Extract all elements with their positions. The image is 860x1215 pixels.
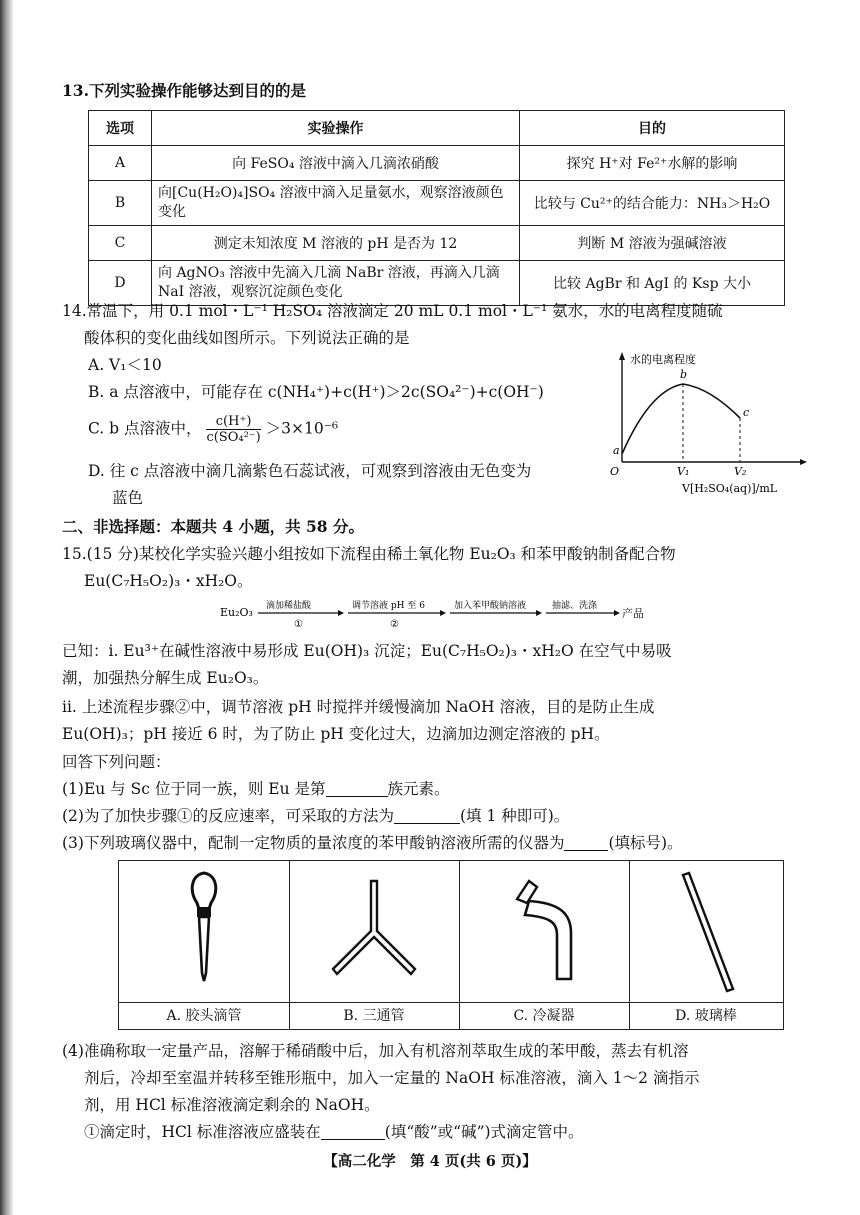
flow-arrowhead-4 — [614, 610, 620, 616]
q13-stem: 13.下列实验操作能够达到目的的是 — [62, 81, 306, 100]
q14-option-b: B. a 点溶液中，可能存在 c(NH₄⁺)+c(H⁺)＞2c(SO₄²⁻)+c(OH⁻) — [88, 383, 544, 401]
row-operation: 向 FeSO₄ 溶液中滴入几滴浓硝酸 — [152, 146, 520, 181]
three-way-tube-icon — [289, 861, 459, 1001]
flow-step1: 滴加稀盐酸 — [266, 601, 312, 611]
header-operation: 实验操作 — [152, 111, 520, 146]
sub4-1-text-a: ①滴定时，HCl 标准溶液应盛装在 — [84, 1123, 321, 1141]
flow-step2: 调节溶液 pH 至 6 — [352, 601, 425, 611]
table-row — [89, 146, 785, 181]
point-a-label: a — [613, 444, 620, 457]
flow-start: Eu₂O₃ — [220, 606, 253, 619]
sub1-text-a: (1)Eu 与 Sc 位于同一族，则 Eu 是第 — [62, 780, 326, 798]
q15-sub1 — [62, 778, 450, 800]
apparatus-caption-c: C. 冷凝器 — [459, 1002, 629, 1029]
row-operation: 向[Cu(H₂O)₄]SO₄ 溶液中滴入足量氨水，观察溶液颜色变化 — [152, 181, 520, 226]
q14-option-d-line2: 蓝色 — [112, 489, 144, 507]
q15-sub2 — [62, 805, 569, 827]
flow-step4: 抽滤、洗涤 — [552, 601, 598, 611]
q15-known2-line1: ⅱ. 上述流程步骤②中，调节溶液 pH 时搅拌并缓慢滴加 NaOH 溶液，目的是防止生成 — [62, 698, 655, 716]
condenser-icon — [459, 861, 629, 1001]
flow-arrowhead-1 — [338, 610, 344, 616]
answer-blank[interactable] — [564, 834, 608, 851]
row-goal: 比较 AgBr 和 AgI 的 Ksp 大小 — [520, 261, 785, 306]
ionization-graph — [600, 350, 810, 500]
row-goal: 探究 H⁺对 Fe²⁺水解的影响 — [520, 146, 785, 181]
ionization-curve — [622, 384, 740, 454]
apparatus-cell-condenser — [459, 861, 630, 1029]
header-option: 选项 — [89, 111, 152, 146]
answer-blank[interactable] — [326, 780, 388, 797]
graph-xlabel: V[H₂SO₄(aq)]/mL — [682, 482, 778, 495]
q15-known1-line2: 潮，加强热分解生成 Eu₂O₃。 — [62, 669, 269, 687]
table-row — [89, 226, 785, 261]
row-option: C — [89, 226, 152, 261]
q15-known1-line1: 已知：ⅰ. Eu³⁺在碱性溶液中易形成 Eu(OH)₃ 沉淀；Eu(C₇H₅O₂)₃・xH₂O 在空气中易吸 — [62, 642, 672, 660]
flow-arrowhead-2 — [440, 610, 446, 616]
row-goal: 比较与 Cu²⁺的结合能力：NH₃＞H₂O — [520, 181, 785, 226]
q14-option-a: A. V₁＜10 — [88, 356, 162, 374]
graph-ylabel: 水的电离程度 — [630, 353, 696, 366]
q15-sub3 — [62, 832, 683, 854]
x-axis-arrow — [800, 459, 807, 465]
q14-stem-line1: 14.常温下，用 0.1 mol・L⁻¹ H₂SO₄ 溶液滴定 20 mL 0.1 mol・L⁻¹ 氨水，水的电离程度随硫 — [62, 302, 723, 320]
q14-option-c — [88, 414, 338, 445]
page-footer: 【高二化学 第 4 页(共 6 页)】 — [323, 1153, 537, 1170]
sub2-text-b: (填 1 种即可)。 — [459, 807, 570, 825]
sub3-text-b: (填标号)。 — [608, 834, 683, 852]
apparatus-cell-three-way-tube — [289, 861, 460, 1029]
table-row — [89, 261, 785, 306]
fraction-denominator: c(SO₄²⁻) — [206, 430, 261, 445]
q15-sub4-part1 — [84, 1121, 584, 1143]
y-axis-arrow — [619, 352, 625, 360]
header-goal: 目的 — [520, 111, 785, 146]
graph-origin: O — [610, 465, 620, 478]
flow-step2-number: ② — [390, 619, 399, 630]
dropper-icon — [119, 861, 289, 1001]
q15-stem-line2: Eu(C₇H₅O₂)₃・xH₂O。 — [84, 572, 253, 590]
scan-edge — [0, 0, 14, 1215]
row-option: D — [89, 261, 152, 306]
row-goal: 判断 M 溶液为强碱溶液 — [520, 226, 785, 261]
q15-sub4-line1: (4)准确称取一定量产品，溶解于稀硝酸中后，加入有机溶剂萃取生成的苯甲酸，蒸去有机溶 — [62, 1042, 689, 1060]
point-b-label: b — [680, 368, 688, 381]
v2-label: V₂ — [734, 465, 747, 478]
fraction-numerator: c(H⁺) — [206, 414, 260, 430]
q15-sub4-line3: 剂，用 HCl 标准溶液滴定剩余的 NaOH。 — [84, 1096, 380, 1114]
q15-known2-line2: Eu(OH)₃；pH 接近 6 时，为了防止 pH 变化过大，边滴加边测定溶液的 pH。 — [62, 725, 610, 743]
flow-step1-number: ① — [294, 619, 303, 630]
answer-blank[interactable] — [394, 807, 460, 824]
flow-arrowhead-3 — [536, 610, 542, 616]
row-option: B — [89, 181, 152, 226]
row-operation: 测定未知浓度 M 溶液的 pH 是否为 12 — [152, 226, 520, 261]
option-c-suffix: ＞3×10⁻⁶ — [265, 419, 339, 438]
answer-blank[interactable] — [321, 1123, 385, 1140]
q15-stem-line1: 15.(15 分)某校化学实验兴趣小组按如下流程由稀土氧化物 Eu₂O₃ 和苯甲酸钠制备配合物 — [62, 545, 676, 563]
q14-stem-line2: 酸体积的变化曲线如图所示。下列说法正确的是 — [84, 329, 410, 347]
point-c-label: c — [743, 406, 750, 419]
apparatus-table — [118, 860, 784, 1030]
apparatus-cell-dropper — [119, 861, 290, 1029]
sub1-text-b: 族元素。 — [387, 780, 450, 798]
sub4-1-text-b: (填“酸”或“碱”)式滴定管中。 — [384, 1123, 584, 1141]
apparatus-caption-a: A. 胶头滴管 — [119, 1002, 289, 1029]
process-flow — [220, 595, 660, 631]
apparatus-caption-d: D. 玻璃棒 — [629, 1002, 783, 1029]
v1-label: V₁ — [677, 465, 690, 478]
apparatus-caption-b: B. 三通管 — [289, 1002, 459, 1029]
q14-option-d-line1: D. 往 c 点溶液中滴几滴紫色石蕊试液，可观察到溶液由无色变为 — [88, 462, 532, 480]
concentration-fraction — [206, 414, 260, 445]
row-option: A — [89, 146, 152, 181]
sub2-text-a: (2)为了加快步骤①的反应速率，可采取的方法为 — [62, 807, 394, 825]
apparatus-cell-glass-rod — [629, 861, 783, 1029]
table-row — [89, 181, 785, 226]
flow-step3: 加入苯甲酸钠溶液 — [454, 601, 527, 611]
option-c-prefix: C. b 点溶液中， — [88, 419, 202, 438]
row-operation: 向 AgNO₃ 溶液中先滴入几滴 NaBr 溶液，再滴入几滴 NaI 溶液，观察沉淀颜色变化 — [152, 261, 520, 306]
q13-table — [88, 110, 785, 306]
sub3-text-a: (3)下列玻璃仪器中，配制一定物质的量浓度的苯甲酸钠溶液所需的仪器为 — [62, 834, 565, 852]
flow-end: 产品 — [622, 607, 644, 620]
q15-answer-prompt: 回答下列问题： — [62, 753, 171, 771]
glass-rod-icon — [629, 861, 783, 1001]
table-header-row — [89, 111, 785, 146]
q15-sub4-line2: 剂后，冷却至室温并转移至锥形瓶中，加入一定量的 NaOH 标准溶液，滴入 1～2 滴指示 — [84, 1069, 700, 1087]
section-heading: 二、非选择题：本题共 4 小题，共 58 分。 — [62, 517, 364, 536]
